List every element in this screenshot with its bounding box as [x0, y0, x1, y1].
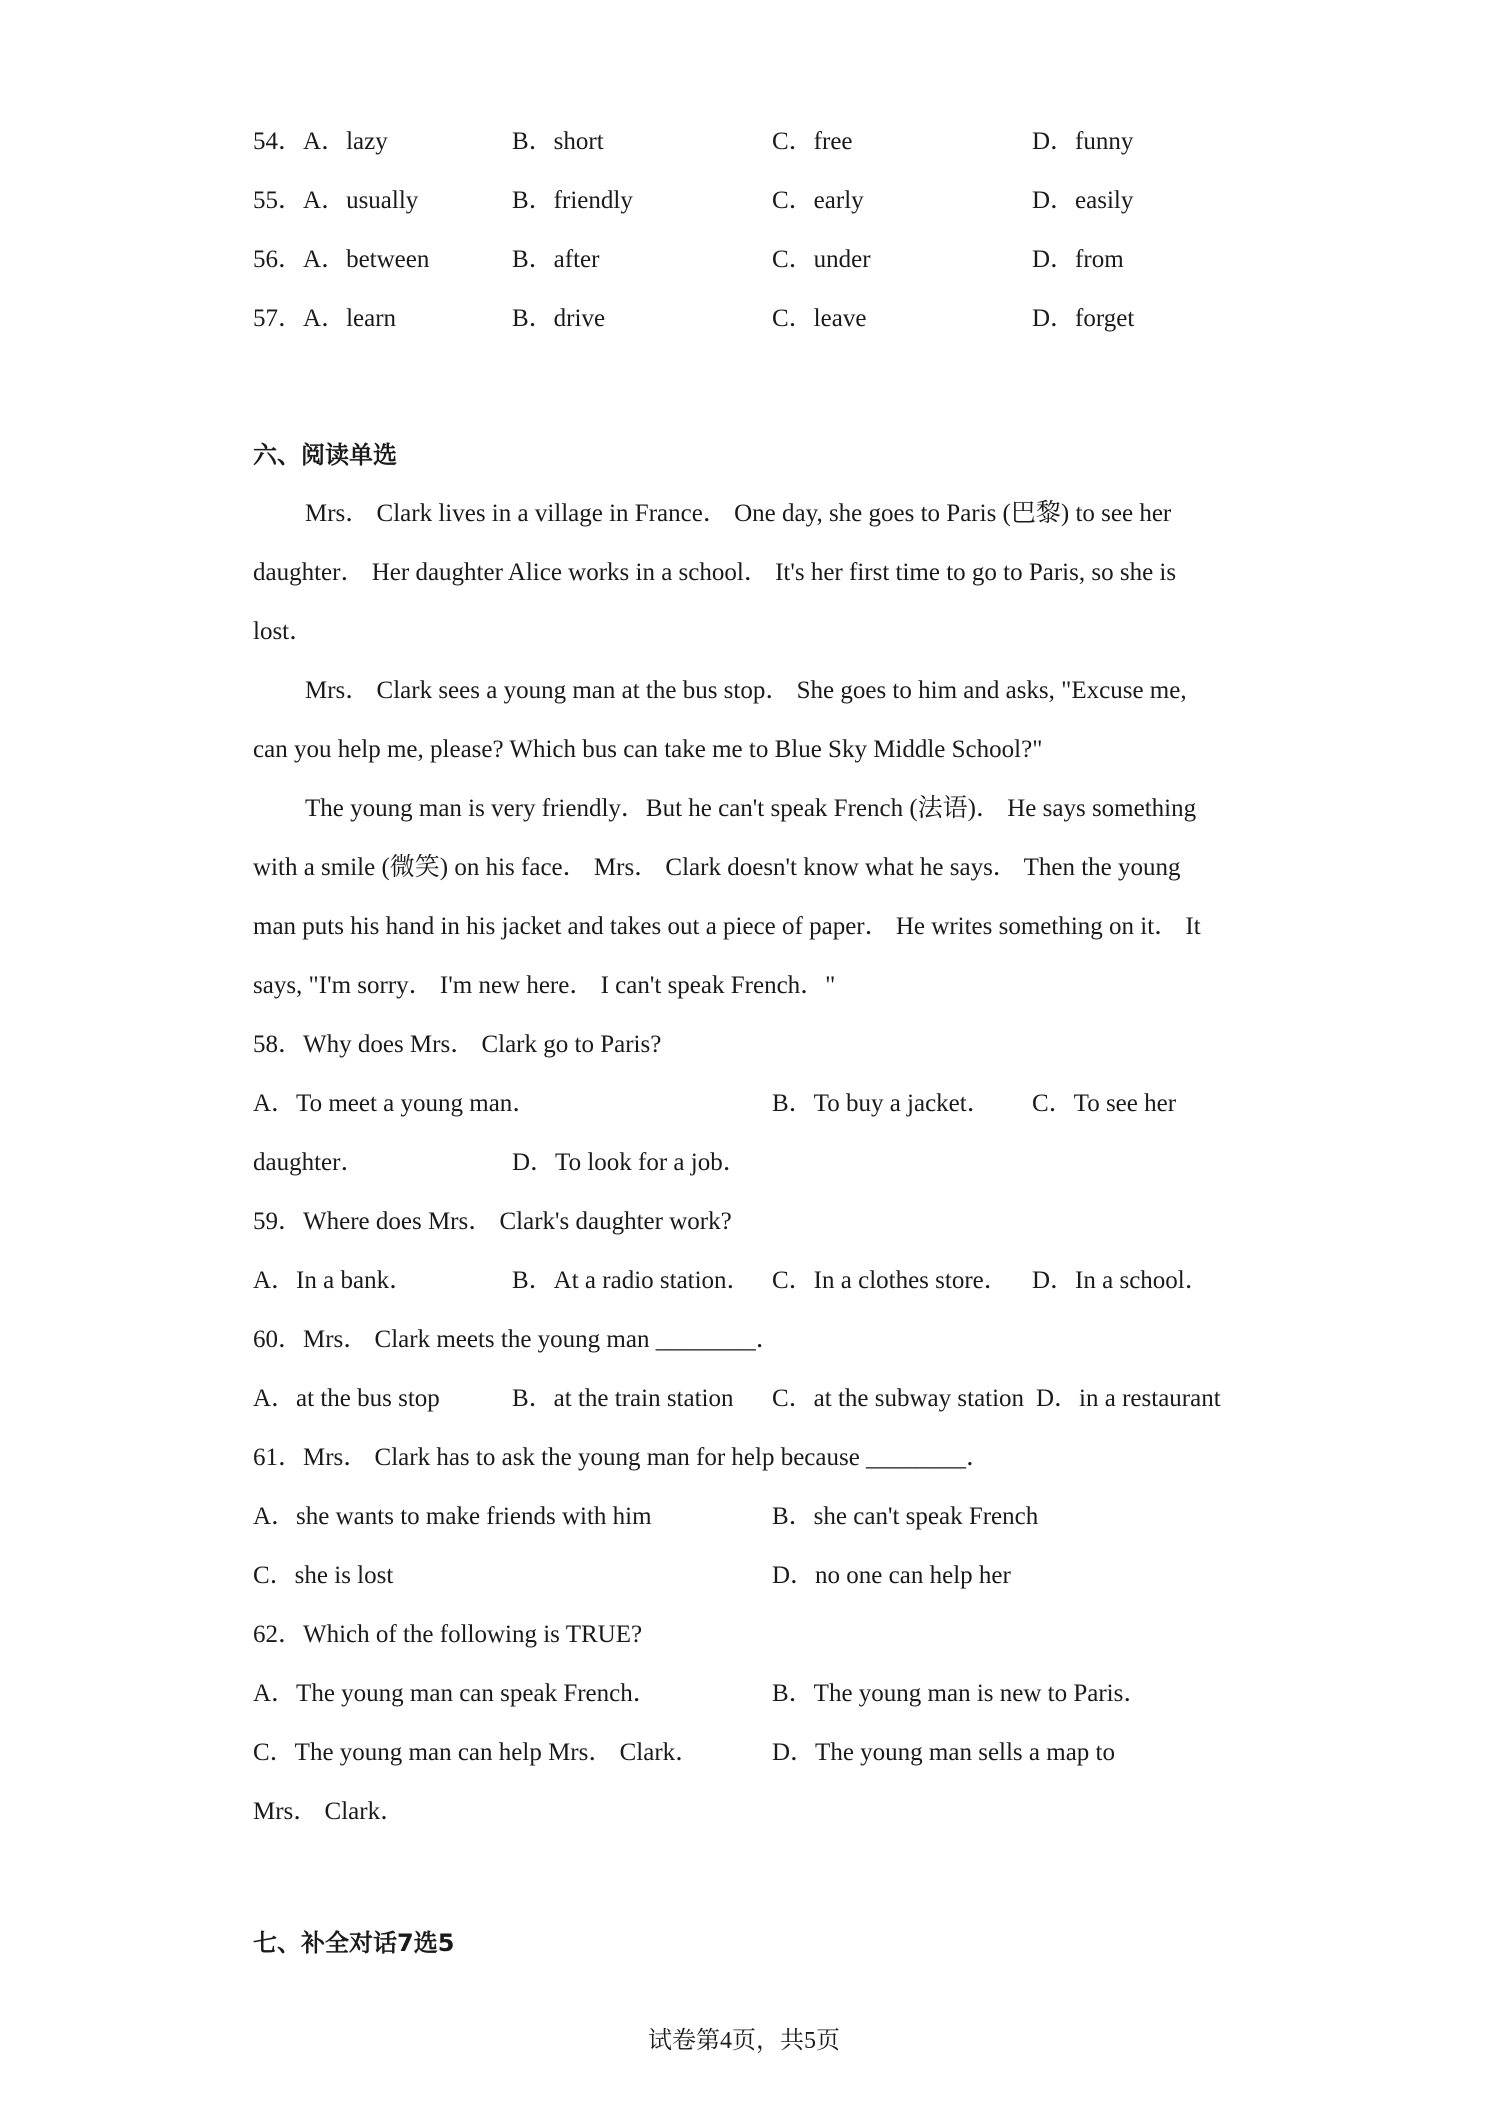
option-b: B．To buy a jacket． — [772, 1090, 992, 1117]
question-58-stem: 58．Why does Mrs． Clark go to Paris? — [253, 1031, 662, 1058]
option-b: B．short — [512, 128, 604, 155]
option-a: A．she wants to make friends with him — [253, 1503, 652, 1530]
option-d: D．In a school． — [1032, 1267, 1210, 1294]
question-number: 55． — [253, 187, 304, 214]
option-c: C．In a clothes store． — [772, 1267, 1009, 1294]
option-a: A．at the bus stop — [253, 1385, 440, 1412]
option-d: D．To look for a job． — [512, 1149, 748, 1176]
question-62-stem: 62．Which of the following is TRUE? — [253, 1621, 643, 1648]
passage-line: can you help me, please? Which bus can take me to Blue Sky Middle School?" — [253, 736, 1043, 763]
option-c: C．free — [772, 128, 853, 155]
question-54 — [253, 127, 388, 157]
question-61-stem: 61．Mrs． Clark has to ask the young man for help because ________． — [253, 1444, 992, 1471]
question-number: 56． — [253, 246, 304, 273]
question-number: 57． — [253, 305, 304, 332]
option-d: D．The young man sells a map to — [772, 1739, 1115, 1766]
passage-line: Mrs． Clark sees a young man at the bus stop． She goes to him and asks, "Excuse me, — [305, 677, 1187, 704]
passage-line: with a smile (微笑) on his face． Mrs． Clark doesn't know what he says． Then the young — [253, 854, 1181, 881]
option-b: B．drive — [512, 305, 606, 332]
option-b: B．At a radio station． — [512, 1267, 752, 1294]
question-number: 54． — [253, 128, 304, 155]
option-c: C．under — [772, 246, 871, 273]
section-6-title: 六、阅读单选 — [253, 441, 397, 469]
page-footer: 试卷第4页，共5页 — [648, 2028, 840, 2054]
option-b: B．after — [512, 246, 600, 273]
section-7-title: 七、补全对话7选5 — [253, 1929, 455, 1957]
option-a: A．between — [303, 246, 430, 273]
option-d: D．in a restaurant — [1036, 1385, 1221, 1412]
option-b: B．she can't speak French — [772, 1503, 1039, 1530]
passage-line: Mrs． Clark lives in a village in France． One day, she goes to Paris (巴黎) to see her — [305, 500, 1172, 527]
option-a: A．To meet a young man． — [253, 1090, 538, 1117]
option-c: C．leave — [772, 305, 867, 332]
question-56 — [253, 245, 429, 275]
option-d: D．no one can help her — [772, 1562, 1011, 1589]
passage-line: lost． — [253, 618, 315, 645]
option-c: C．she is lost — [253, 1562, 394, 1589]
question-57 — [253, 304, 396, 334]
option-a: A．usually — [303, 187, 419, 214]
option-d: D．easily — [1032, 187, 1134, 214]
option-d-continued: Mrs． Clark． — [253, 1798, 406, 1825]
passage-line: The young man is very friendly．But he can't speak French (法语)． He says something — [305, 795, 1197, 822]
option-b: B．at the train station — [512, 1385, 734, 1412]
option-d: D．funny — [1032, 128, 1134, 155]
question-59-stem: 59．Where does Mrs． Clark's daughter work? — [253, 1208, 732, 1235]
option-c: C．To see her — [1032, 1090, 1177, 1117]
option-c: C．The young man can help Mrs． Clark． — [253, 1739, 701, 1766]
question-55 — [253, 186, 418, 216]
question-60-stem: 60．Mrs． Clark meets the young man ________． — [253, 1326, 781, 1353]
option-a: A．The young man can speak French． — [253, 1680, 658, 1707]
passage-line: says, "I'm sorry． I'm new here． I can't speak French．" — [253, 972, 836, 999]
passage-line: man puts his hand in his jacket and takes out a piece of paper． He writes something on it． It — [253, 913, 1201, 940]
passage-line: daughter． Her daughter Alice works in a school． It's her first time to go to Paris, so she is — [253, 559, 1177, 586]
option-d: D．forget — [1032, 305, 1135, 332]
option-c: C．early — [772, 187, 864, 214]
option-a: A．learn — [303, 305, 397, 332]
option-c-continued: daughter． — [253, 1149, 366, 1176]
option-a: A．lazy — [303, 128, 388, 155]
option-c: C．at the subway station — [772, 1385, 1025, 1412]
option-d: D．from — [1032, 246, 1124, 273]
option-b: B．The young man is new to Paris． — [772, 1680, 1149, 1707]
option-b: B．friendly — [512, 187, 633, 214]
option-a: A．In a bank． — [253, 1267, 415, 1294]
